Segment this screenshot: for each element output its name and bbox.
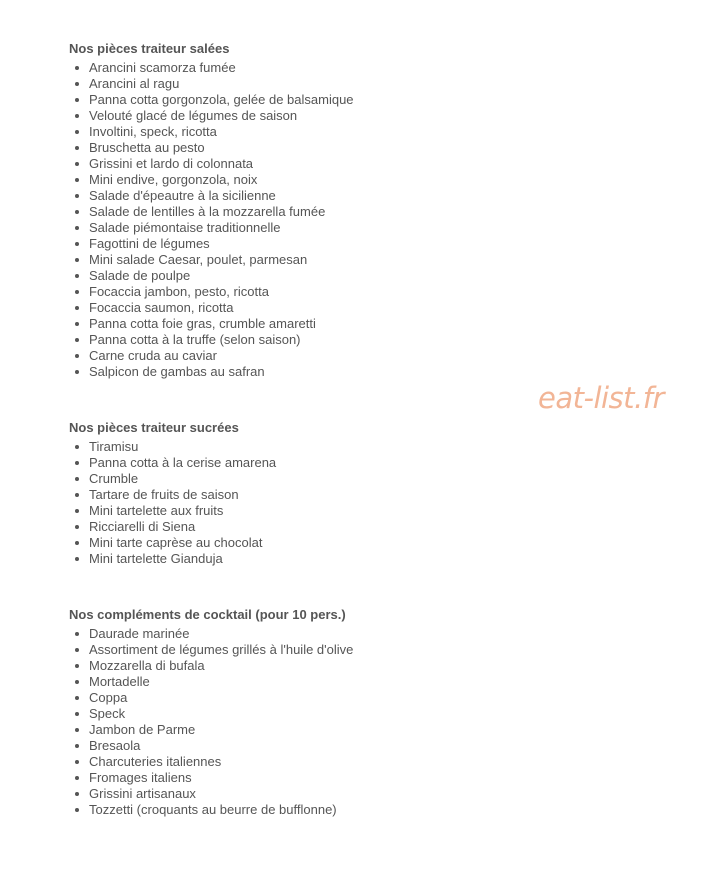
list-item: Panna cotta à la cerise amarena bbox=[69, 455, 669, 471]
list-item: Panna cotta à la truffe (selon saison) bbox=[69, 332, 669, 348]
list-item: Panna cotta gorgonzola, gelée de balsamique bbox=[69, 92, 669, 108]
list-item: Salpicon de gambas au safran bbox=[69, 364, 669, 380]
list-item: Carne cruda au caviar bbox=[69, 348, 669, 364]
list-item: Mini tarte caprèse au chocolat bbox=[69, 535, 669, 551]
list-item: Grissini artisanaux bbox=[69, 786, 669, 802]
list-item: Salade piémontaise traditionnelle bbox=[69, 220, 669, 236]
section-cocktail bbox=[69, 607, 669, 818]
list-item: Fromages italiens bbox=[69, 770, 669, 786]
list-item: Panna cotta foie gras, crumble amaretti bbox=[69, 316, 669, 332]
list-item: Arancini al ragu bbox=[69, 76, 669, 92]
list-item: Salade de lentilles à la mozzarella fumée bbox=[69, 204, 669, 220]
menu-document bbox=[69, 41, 669, 818]
list-item: Charcuteries italiennes bbox=[69, 754, 669, 770]
section-title: Nos compléments de cocktail (pour 10 pers.) bbox=[69, 607, 346, 622]
list-item: Daurade marinée bbox=[69, 626, 669, 642]
list-item: Crumble bbox=[69, 471, 669, 487]
list-item: Fagottini de légumes bbox=[69, 236, 669, 252]
list-item: Mortadelle bbox=[69, 674, 669, 690]
list-item: Mini tartelette Gianduja bbox=[69, 551, 669, 567]
list-item: Focaccia jambon, pesto, ricotta bbox=[69, 284, 669, 300]
list-item: Mozzarella di bufala bbox=[69, 658, 669, 674]
list-item: Arancini scamorza fumée bbox=[69, 60, 669, 76]
list-item: Ricciarelli di Siena bbox=[69, 519, 669, 535]
list-item: Tiramisu bbox=[69, 439, 669, 455]
list-item: Jambon de Parme bbox=[69, 722, 669, 738]
section-savory bbox=[69, 41, 669, 380]
list-item: Mini salade Caesar, poulet, parmesan bbox=[69, 252, 669, 268]
list-item: Bruschetta au pesto bbox=[69, 140, 669, 156]
list-item: Velouté glacé de légumes de saison bbox=[69, 108, 669, 124]
list-item: Mini tartelette aux fruits bbox=[69, 503, 669, 519]
section-sweet bbox=[69, 420, 669, 567]
list-item: Involtini, speck, ricotta bbox=[69, 124, 669, 140]
list-item: Tartare de fruits de saison bbox=[69, 487, 669, 503]
list-item: Grissini et lardo di colonnata bbox=[69, 156, 669, 172]
list-item: Focaccia saumon, ricotta bbox=[69, 300, 669, 316]
list-item: Salade d'épeautre à la sicilienne bbox=[69, 188, 669, 204]
watermark-text: eat-list.fr bbox=[538, 381, 664, 415]
section-title: Nos pièces traiteur salées bbox=[69, 41, 230, 56]
item-list bbox=[69, 439, 669, 567]
list-item: Speck bbox=[69, 706, 669, 722]
list-item: Assortiment de légumes grillés à l'huile d'olive bbox=[69, 642, 669, 658]
item-list bbox=[69, 626, 669, 818]
item-list bbox=[69, 60, 669, 380]
list-item: Coppa bbox=[69, 690, 669, 706]
list-item: Bresaola bbox=[69, 738, 669, 754]
section-title: Nos pièces traiteur sucrées bbox=[69, 420, 239, 435]
list-item: Salade de poulpe bbox=[69, 268, 669, 284]
list-item: Mini endive, gorgonzola, noix bbox=[69, 172, 669, 188]
list-item: Tozzetti (croquants au beurre de bufflonne) bbox=[69, 802, 669, 818]
